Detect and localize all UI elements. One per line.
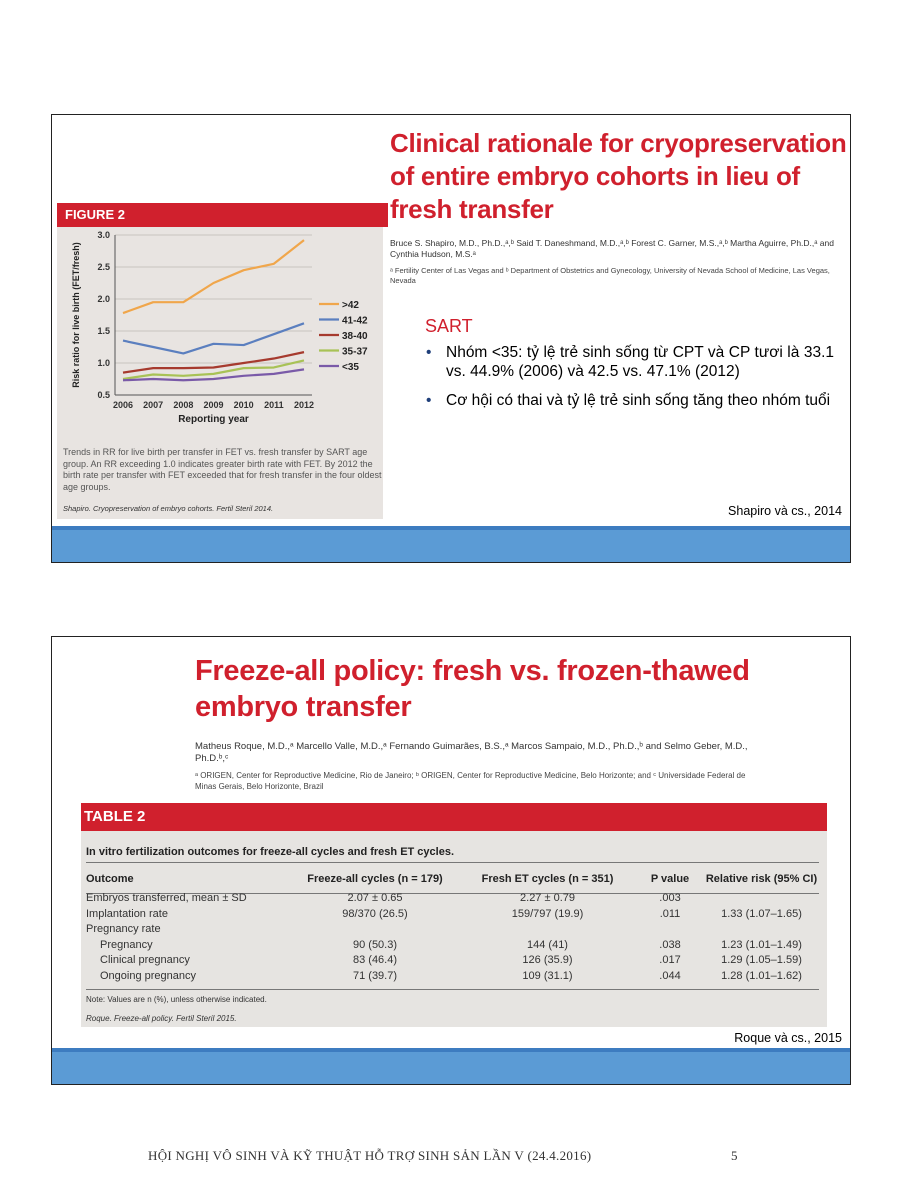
table-cell-outcome: Clinical pregnancy xyxy=(100,954,190,966)
y-tick-label: 0.5 xyxy=(97,390,110,400)
table-cell-p: .044 xyxy=(659,969,681,982)
table-cell-outcome: Implantation rate xyxy=(86,907,168,920)
legend-label: 35-37 xyxy=(342,346,368,358)
table-cell-rr xyxy=(705,891,818,907)
table-citation: Roque. Freeze-all policy. Fertil Steril 2015. xyxy=(86,1014,237,1023)
slide-footer-bar xyxy=(52,1048,850,1084)
slide-roque xyxy=(51,636,851,1085)
figure-label: FIGURE 2 xyxy=(57,203,388,227)
table-panel xyxy=(81,831,827,1027)
table-cell-p: .011 xyxy=(659,907,681,920)
y-tick-label: 2.5 xyxy=(97,262,110,272)
figure-caption: Trends in RR for live birth per transfer in FET vs. fresh transfer by SART age group. An RR exceeding 1.0 indicates greater birth rate with FET. By 2012 the birth rate per transfer with FET exceeded that for fresh transfer in the four oldest age groups. xyxy=(63,447,382,492)
table-cell-p: .003 xyxy=(659,892,681,904)
page-number: 5 xyxy=(731,1148,738,1163)
table-cell-fresh: 159/797 (19.9) xyxy=(511,907,584,920)
legend-label: 41-42 xyxy=(342,315,368,327)
col-header: Freeze-all cycles (n = 179) xyxy=(307,873,443,885)
slide-citation: Roque và cs., 2015 xyxy=(734,1031,842,1045)
slide-citation: Shapiro và cs., 2014 xyxy=(728,504,842,518)
table-cell-p: .038 xyxy=(659,938,681,951)
table-cell-rr: 1.28 (1.01–1.62) xyxy=(721,969,802,982)
table-cell-outcome: Embryos transferred, mean ± SD xyxy=(86,892,247,904)
x-axis-label: Reporting year xyxy=(178,414,249,425)
series-line xyxy=(123,323,304,353)
x-tick-label: 2006 xyxy=(112,400,134,410)
table-cell-fresh: 126 (35.9) xyxy=(522,954,573,966)
col-header: Fresh ET cycles (n = 351) xyxy=(481,873,614,885)
figure-panel xyxy=(57,203,383,519)
table-row xyxy=(86,938,818,954)
table-cell-outcome: Pregnancy rate xyxy=(86,923,161,935)
table-cell-outcome: Ongoing pregnancy xyxy=(100,969,197,982)
legend-label: >42 xyxy=(342,300,359,311)
series-line xyxy=(123,352,304,372)
conference-footer: HỘI NGHỊ VÔ SINH VÀ KỸ THUẬT HỖ TRỢ SINH SẢN LẦN V (24.4.2016) xyxy=(148,1148,592,1163)
table-row xyxy=(86,953,818,969)
table-cell-p xyxy=(635,922,705,938)
y-tick-label: 2.0 xyxy=(97,294,110,304)
bullet-item xyxy=(422,391,834,410)
sart-heading: SART xyxy=(425,316,473,336)
legend-label: <35 xyxy=(342,362,359,373)
x-tick-label: 2010 xyxy=(233,400,254,410)
paper-affiliation: ᵃ Fertility Center of Las Vegas and ᵇ Department of Obstetrics and Gynecology, University of Nevada School of Medicine, Las Vegas, Nevada xyxy=(390,266,830,285)
table-rule xyxy=(86,862,819,863)
series-line xyxy=(123,240,304,313)
y-axis-label: Risk ratio for live birth (FET/fresh) xyxy=(71,242,81,388)
paper-authors: Matheus Roque, M.D.,ᵃ Marcello Valle, M.D.,ᵃ Fernando Guimarães, B.S.,ᵃ Marcos Sampaio, M.D., Ph.D.,ᵇ and Selmo Geber, M.D., Ph.D.ᵇ,ᶜ xyxy=(195,741,748,764)
table-cell-freeze xyxy=(290,922,460,938)
sart-bullets xyxy=(422,343,834,420)
table-cell-fresh: 109 (31.1) xyxy=(522,969,573,982)
table-title: In vitro fertilization outcomes for freeze-all cycles and fresh ET cycles. xyxy=(86,846,455,858)
col-header: Relative risk (95% CI) xyxy=(705,873,818,885)
table-cell-fresh: 144 (41) xyxy=(527,938,568,951)
table-row xyxy=(86,891,818,907)
figure-citation: Shapiro. Cryopreservation of embryo cohorts. Fertil Steril 2014. xyxy=(63,504,274,513)
x-tick-label: 2011 xyxy=(264,400,284,410)
table-cell-freeze: 2.07 ± 0.65 xyxy=(347,892,403,904)
table-cell-p: .017 xyxy=(659,954,681,966)
table-row xyxy=(86,907,818,923)
bullet-icon: • xyxy=(426,392,432,409)
table-cell-freeze: 98/370 (26.5) xyxy=(342,907,408,920)
table-cell-rr: 1.33 (1.07–1.65) xyxy=(721,907,802,920)
slide-footer-bar xyxy=(52,526,850,562)
col-header: P value xyxy=(650,873,690,885)
table-cell-freeze: 71 (39.7) xyxy=(352,969,398,982)
x-tick-label: 2007 xyxy=(143,400,164,410)
table-header-row xyxy=(86,871,818,891)
bullet-text: Cơ hội có thai và tỷ lệ trẻ sinh sống tăng theo nhóm tuổi xyxy=(446,392,831,409)
paper-affiliation: ᵃ ORIGEN, Center for Reproductive Medicine, Rio de Janeiro; ᵇ ORIGEN, Center for Reproductive Medicine, Belo Horizonte; and ᶜ Universidade Federal de Minas Gerais, Belo Horizonte, Brazil xyxy=(195,771,746,791)
bullet-icon: • xyxy=(426,344,432,361)
x-tick-label: 2009 xyxy=(203,400,224,410)
y-tick-label: 1.0 xyxy=(97,358,110,368)
bullet-text: Nhóm <35: tỷ lệ trẻ sinh sống từ CPT và CP tươi là 33.1 vs. 44.9% (2006) và 42.5 vs. 47.1% (2012) xyxy=(446,344,834,380)
x-tick-label: 2012 xyxy=(293,400,315,410)
paper-title: Freeze-all policy: fresh vs. frozen-thawed embryo transfer xyxy=(195,655,750,723)
table-cell-fresh: 2.27 ± 0.79 xyxy=(520,892,575,904)
table-cell-rr xyxy=(705,922,818,938)
table-cell-outcome: Pregnancy xyxy=(100,938,153,951)
y-tick-label: 1.5 xyxy=(97,326,110,336)
y-tick-label: 3.0 xyxy=(97,230,110,240)
slide-shapiro xyxy=(51,114,851,563)
table-cell-rr: 1.29 (1.05–1.59) xyxy=(721,954,802,966)
table-label: TABLE 2 xyxy=(81,803,827,831)
table-row xyxy=(86,922,818,938)
legend-label: 38-40 xyxy=(342,331,368,342)
table-cell-freeze: 90 (50.3) xyxy=(352,938,398,951)
col-header: Outcome xyxy=(86,873,134,885)
table-rule xyxy=(86,989,819,990)
x-tick-label: 2008 xyxy=(173,400,194,410)
table-cell-freeze: 83 (46.4) xyxy=(352,954,398,966)
risk-ratio-line-chart xyxy=(57,227,383,447)
outcomes-table xyxy=(86,871,818,984)
bullet-item xyxy=(422,343,834,381)
table-cell-rr: 1.23 (1.01–1.49) xyxy=(721,938,802,951)
table-cell-fresh xyxy=(460,922,635,938)
paper-title: Clinical rationale for cryopreservation of entire embryo cohorts in lieu of fresh transfer xyxy=(390,128,847,224)
paper-authors: Bruce S. Shapiro, M.D., Ph.D.,ᵃ,ᵇ Said T. Daneshmand, M.D.,ᵃ,ᵇ Forest C. Garner, M.S.,ᵃ,ᵇ Martha Aguirre, Ph.D.,ᵃ and Cynthia Hudson, M.S.ᵃ xyxy=(390,238,834,259)
table-note: Note: Values are n (%), unless otherwise indicated. xyxy=(86,995,267,1004)
table-row xyxy=(86,969,818,985)
